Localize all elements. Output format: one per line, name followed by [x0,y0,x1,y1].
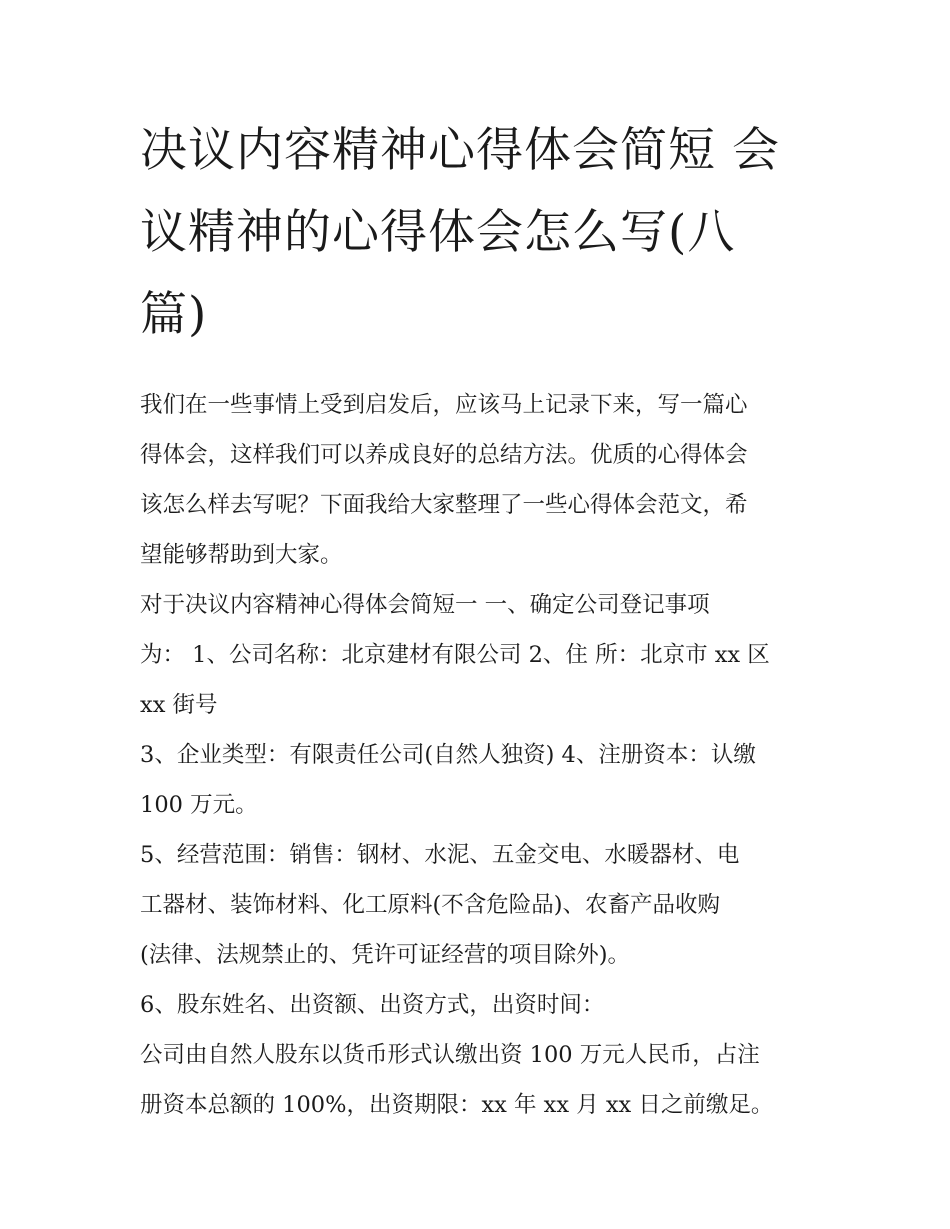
text-line: (法律、法规禁止的、凭许可证经营的项目除外)。 [140,942,631,968]
title-line: 篇) [140,287,208,342]
text-line: xx 街号 [140,692,218,718]
title-line: 决议内容精神心得体会简短 会 [140,123,780,178]
document-body [140,380,812,1130]
text-line: 工器材、装饰材料、化工原料(不含危险品)、农畜产品收购 [140,892,721,918]
section-content [140,580,812,1130]
title-line: 议精神的心得体会怎么写(八 [140,205,736,260]
text-line: 公司由自然人股东以货币形式认缴出资 100 万元人民币，占注 [140,1042,760,1068]
document-page [140,110,812,1130]
text-line: 该怎么样去写呢？下面我给大家整理了一些心得体会范文，希 [140,492,748,518]
text-line: 我们在一些事情上受到启发后，应该马上记录下来，写一篇心 [140,392,748,418]
text-line: 3、企业类型：有限责任公司(自然人独资) 4、注册资本：认缴 [140,742,756,768]
text-line: 册资本总额的 100%，出资期限：xx 年 xx 月 xx 日之前缴足。 [140,1092,774,1118]
intro-paragraph [140,380,812,580]
text-line: 望能够帮助到大家。 [140,542,343,568]
text-line: 5、经营范围：销售：钢材、水泥、五金交电、水暖器材、电 [140,842,740,868]
text-line: 得体会，这样我们可以养成良好的总结方法。优质的心得体会 [140,442,748,468]
document-title [140,110,812,356]
section-heading-line: 对于决议内容精神心得体会简短一 一、确定公司登记事项 [140,592,710,618]
text-line: 为： 1、公司名称：北京建材有限公司 2、住 所：北京市 xx 区 [140,642,770,668]
text-line: 6、股东姓名、出资额、出资方式，出资时间： [140,992,605,1018]
text-line: 100 万元。 [140,792,258,818]
